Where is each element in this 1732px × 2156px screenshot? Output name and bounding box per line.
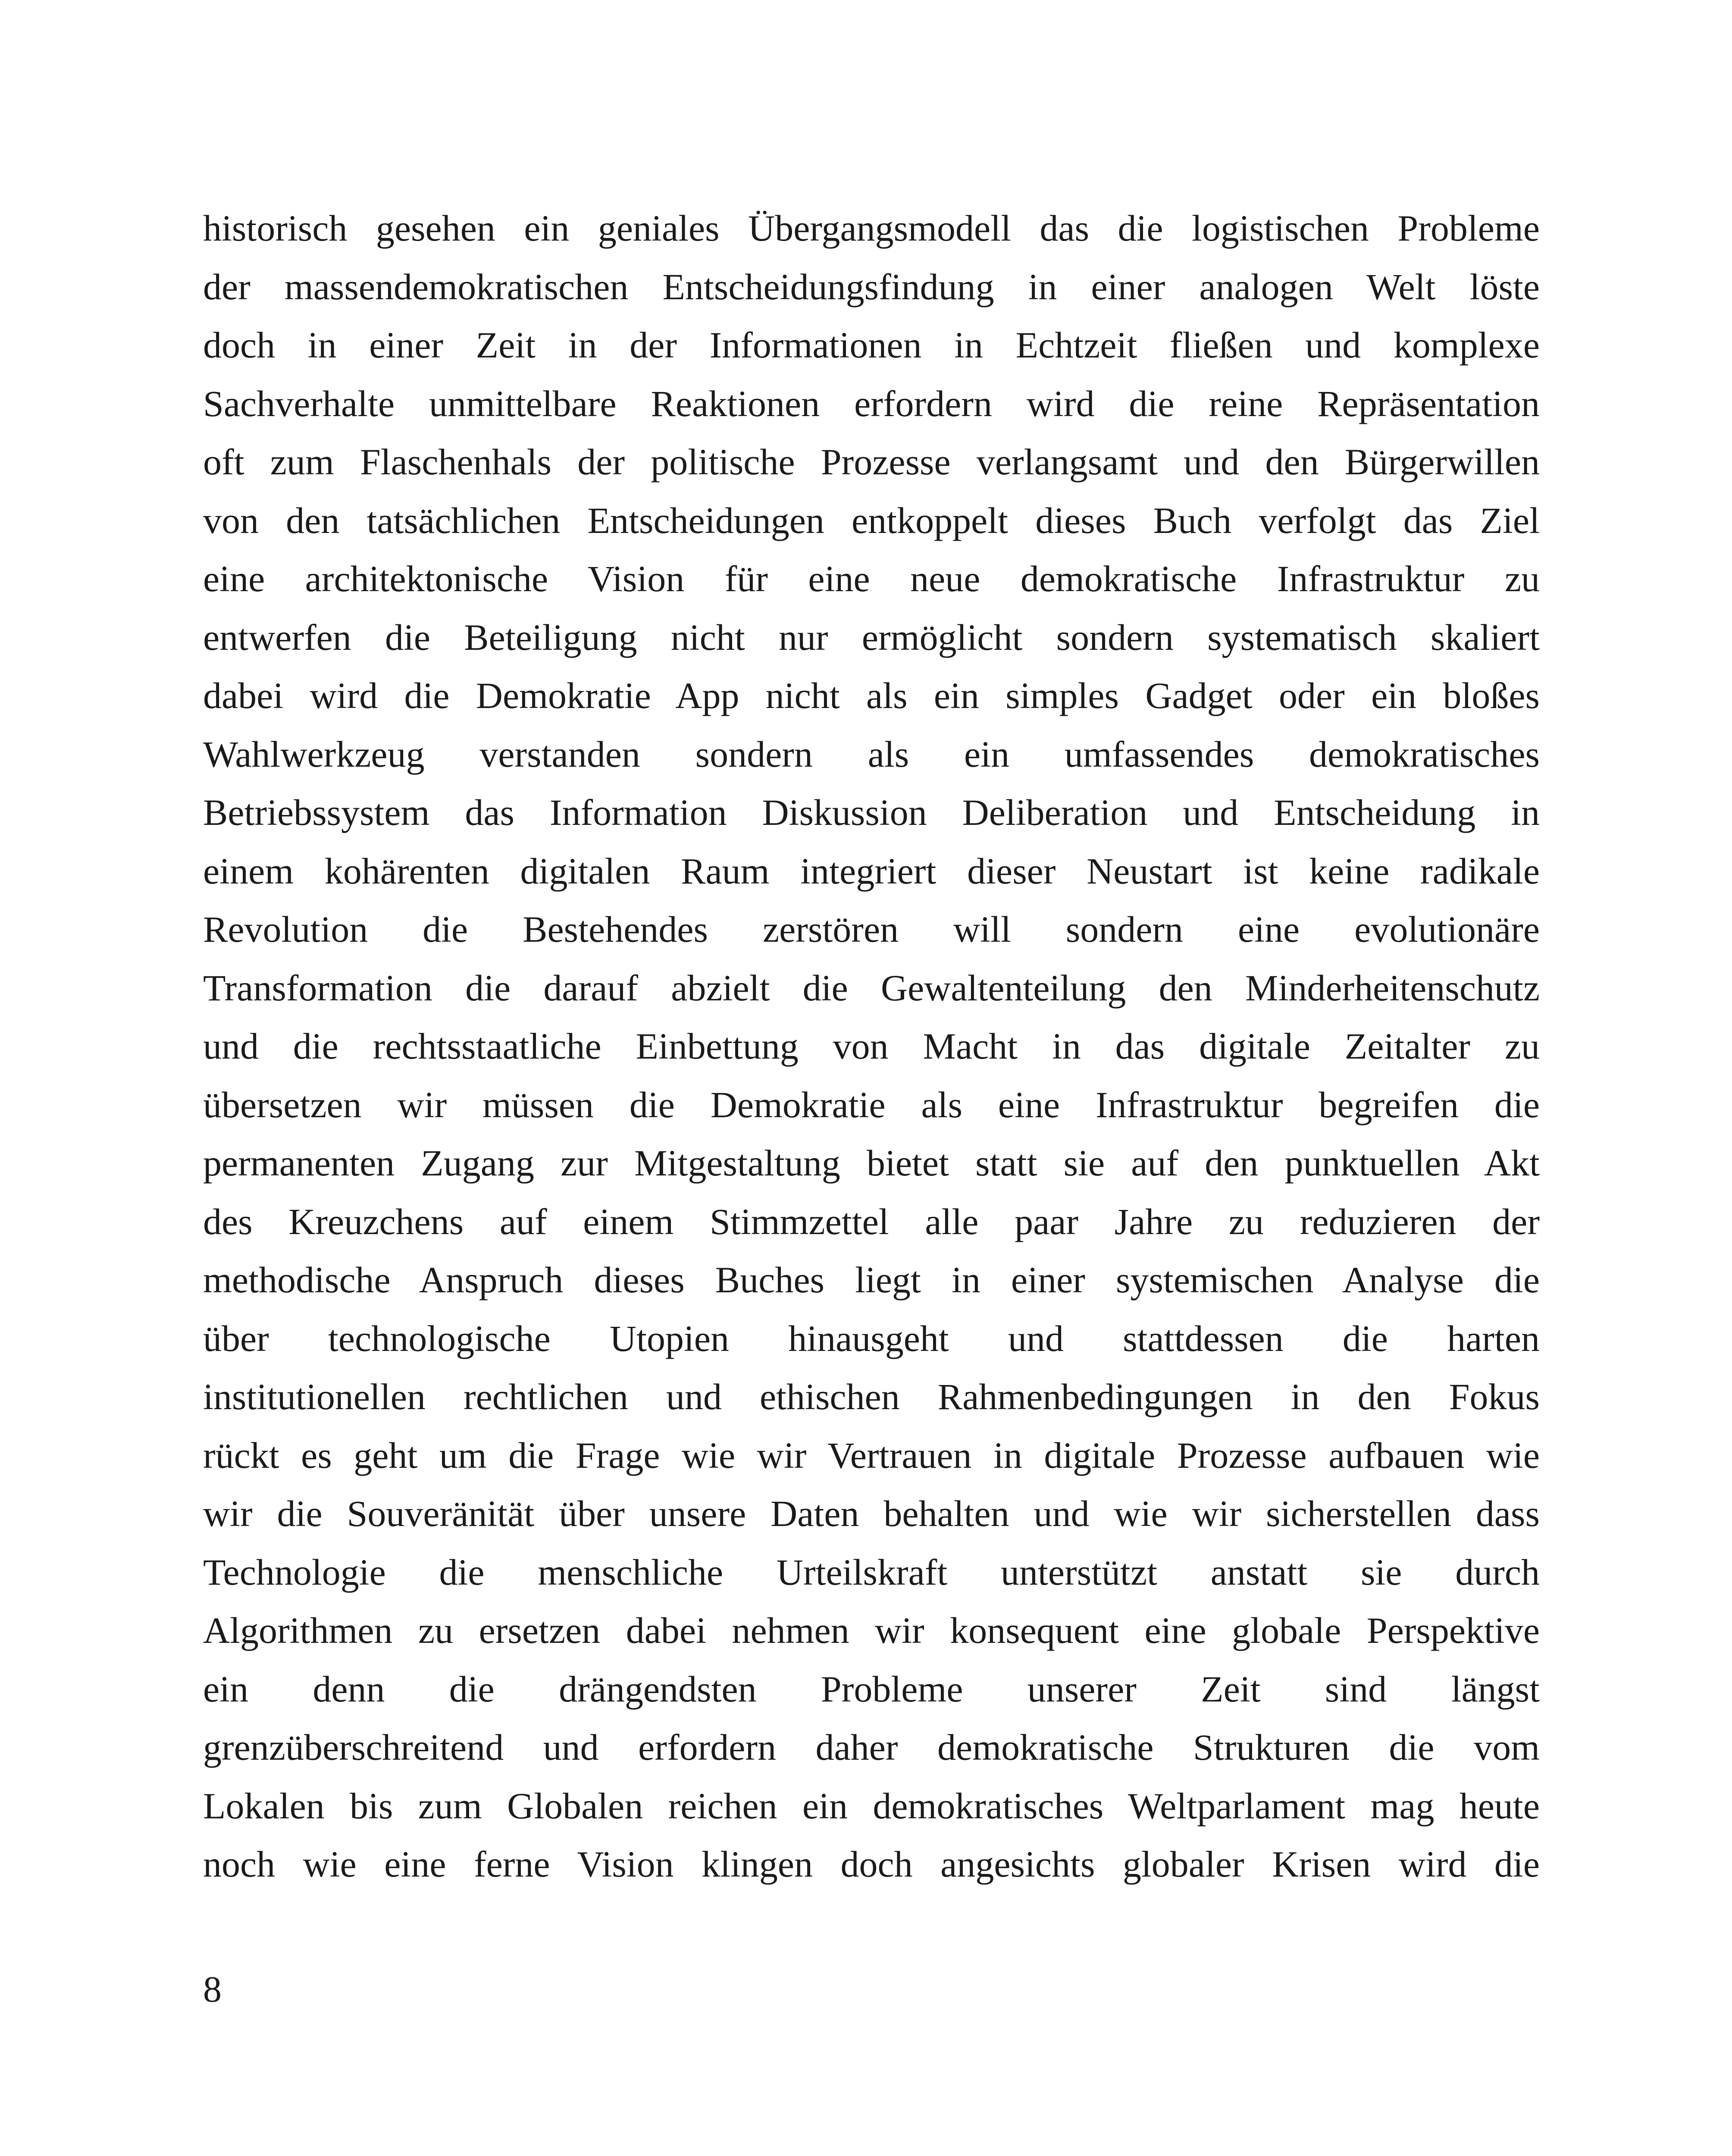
text-line: übersetzen wir müssen die Demokratie als eine Infrastruktur begreifen die <box>203 1084 1540 1125</box>
text-line: grenzüberschreitend und erfordern daher demokratische Strukturen die vom <box>203 1727 1540 1768</box>
text-line: permanenten Zugang zur Mitgestaltung bietet statt sie auf den punktuellen Akt <box>203 1142 1540 1184</box>
text-line: Transformation die darauf abzielt die Gewaltenteilung den Minderheitenschutz <box>203 967 1540 1009</box>
text-line: Technologie die menschliche Urteilskraft unterstützt anstatt sie durch <box>203 1551 1540 1593</box>
text-line: Algorithmen zu ersetzen dabei nehmen wir konsequent eine globale Perspektive <box>203 1610 1540 1651</box>
text-line: ein denn die drängendsten Probleme unserer Zeit sind längst <box>203 1668 1540 1710</box>
text-line: Lokalen bis zum Globalen reichen ein demokratisches Weltparlament mag heute <box>203 1785 1540 1827</box>
text-line: Revolution die Bestehendes zerstören will sondern eine evolutionäre <box>203 909 1540 950</box>
text-line: der massendemokratischen Entscheidungsfindung in einer analogen Welt löste <box>203 266 1540 307</box>
text-line: institutionellen rechtlichen und ethischen Rahmenbedingungen in den Fokus <box>203 1376 1540 1417</box>
text-line: noch wie eine ferne Vision klingen doch angesichts globaler Krisen wird die <box>203 1843 1540 1885</box>
text-line: entwerfen die Beteiligung nicht nur ermöglicht sondern systematisch skaliert <box>203 616 1540 658</box>
text-line: Wahlwerkzeug verstanden sondern als ein umfassendes demokratisches <box>203 733 1540 775</box>
text-line: methodische Anspruch dieses Buches liegt in einer systemischen Analyse die <box>203 1259 1540 1300</box>
text-line: Betriebssystem das Information Diskussion Deliberation und Entscheidung in <box>203 792 1540 833</box>
body-text <box>203 199 1540 1894</box>
text-line: doch in einer Zeit in der Informationen in Echtzeit fließen und komplexe <box>203 324 1540 366</box>
text-line: einem kohärenten digitalen Raum integriert dieser Neustart ist keine radikale <box>203 850 1540 892</box>
text-line: über technologische Utopien hinausgeht und stattdessen die harten <box>203 1317 1540 1359</box>
text-line: historisch gesehen ein geniales Übergangsmodell das die logistischen Probleme <box>203 207 1540 249</box>
text-line: dabei wird die Demokratie App nicht als ein simples Gadget oder ein bloßes <box>203 675 1540 716</box>
text-line: Sachverhalte unmittelbare Reaktionen erfordern wird die reine Repräsentation <box>203 382 1540 424</box>
text-line: und die rechtsstaatliche Einbettung von Macht in das digitale Zeitalter zu <box>203 1025 1540 1067</box>
text-line: oft zum Flaschenhals der politische Prozesse verlangsamt und den Bürgerwillen <box>203 441 1540 483</box>
text-line: eine architektonische Vision für eine neue demokratische Infrastruktur zu <box>203 558 1540 599</box>
text-line: von den tatsächlichen Entscheidungen entkoppelt dieses Buch verfolgt das Ziel <box>203 499 1540 541</box>
text-line: des Kreuzchens auf einem Stimmzettel alle paar Jahre zu reduzieren der <box>203 1200 1540 1242</box>
text-line: rückt es geht um die Frage wie wir Vertrauen in digitale Prozesse aufbauen wie <box>203 1434 1540 1476</box>
text-line: wir die Souveränität über unsere Daten behalten und wie wir sicherstellen dass <box>203 1493 1540 1534</box>
page-number: 8 <box>203 1968 222 2010</box>
